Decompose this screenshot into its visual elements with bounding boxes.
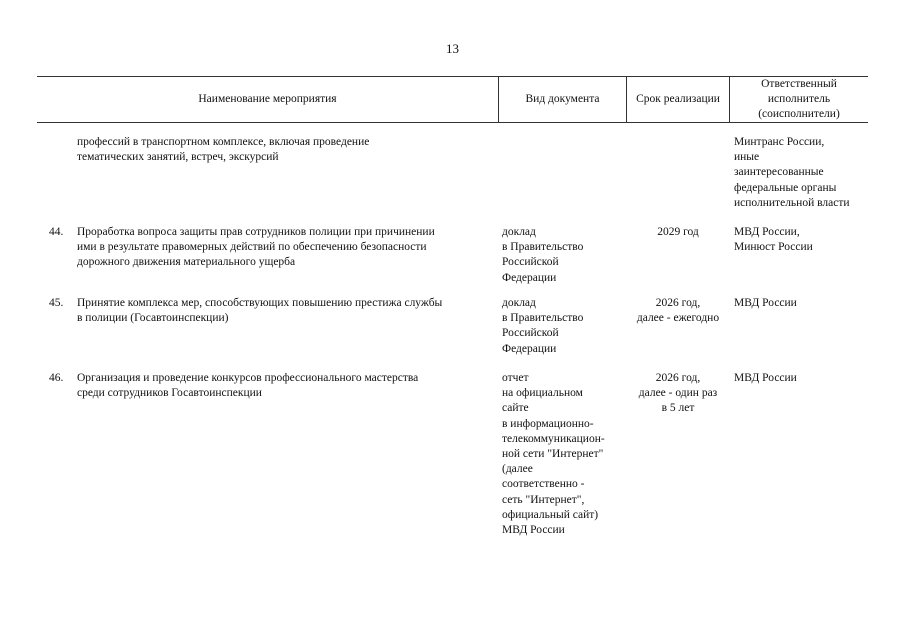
header-name: Наименование мероприятия (198, 93, 337, 105)
row-term: 2029 год (657, 226, 699, 238)
row-doc-type: доклад в Правительство Российской Федерации (502, 297, 584, 355)
row-doc-type: доклад в Правительство Российской Федерации (502, 226, 584, 284)
row-responsible: МВД России (734, 297, 797, 309)
row-number: 44. (49, 226, 64, 238)
page-number: 13 (446, 41, 459, 56)
row-number: 46. (49, 372, 64, 384)
header-responsible: Ответственный исполнитель (соисполнители) (758, 78, 840, 121)
row-name: Проработка вопроса защиты прав сотрудников полиции при причинении ими в результате правомерных действий по обеспечению безопасности дорожного движения материального ущерба (77, 226, 435, 269)
header-doc-type: Вид документа (525, 93, 600, 105)
row-name: профессий в транспортном комплексе, включая проведение тематических занятий, встреч, экскурсий (77, 136, 370, 164)
row-name: Принятие комплекса мер, способствующих повышению престижа службы в полиции (Госавтоинспекции) (77, 297, 443, 325)
row-term: 2026 год, далее - ежегодно (636, 297, 720, 325)
row-term: 2026 год, далее - один раз в 5 лет (638, 372, 718, 415)
row-doc-type: отчет на официальном сайте в информационно- телекоммуникацион- ной сети "Интернет" (далее соответственно - сеть "Интернет", официальный сайт) МВД России (502, 372, 605, 537)
row-responsible: МВД России (734, 372, 797, 384)
header-term: Срок реализации (636, 93, 720, 105)
row-number: 45. (49, 297, 64, 309)
row-responsible: МВД России, Минюст России (734, 226, 813, 254)
row-name: Организация и проведение конкурсов профессионального мастерства среди сотрудников Госавтоинспекции (77, 372, 419, 400)
row-responsible: Минтранс России, иные заинтересованные федеральные органы исполнительной власти (734, 136, 850, 209)
